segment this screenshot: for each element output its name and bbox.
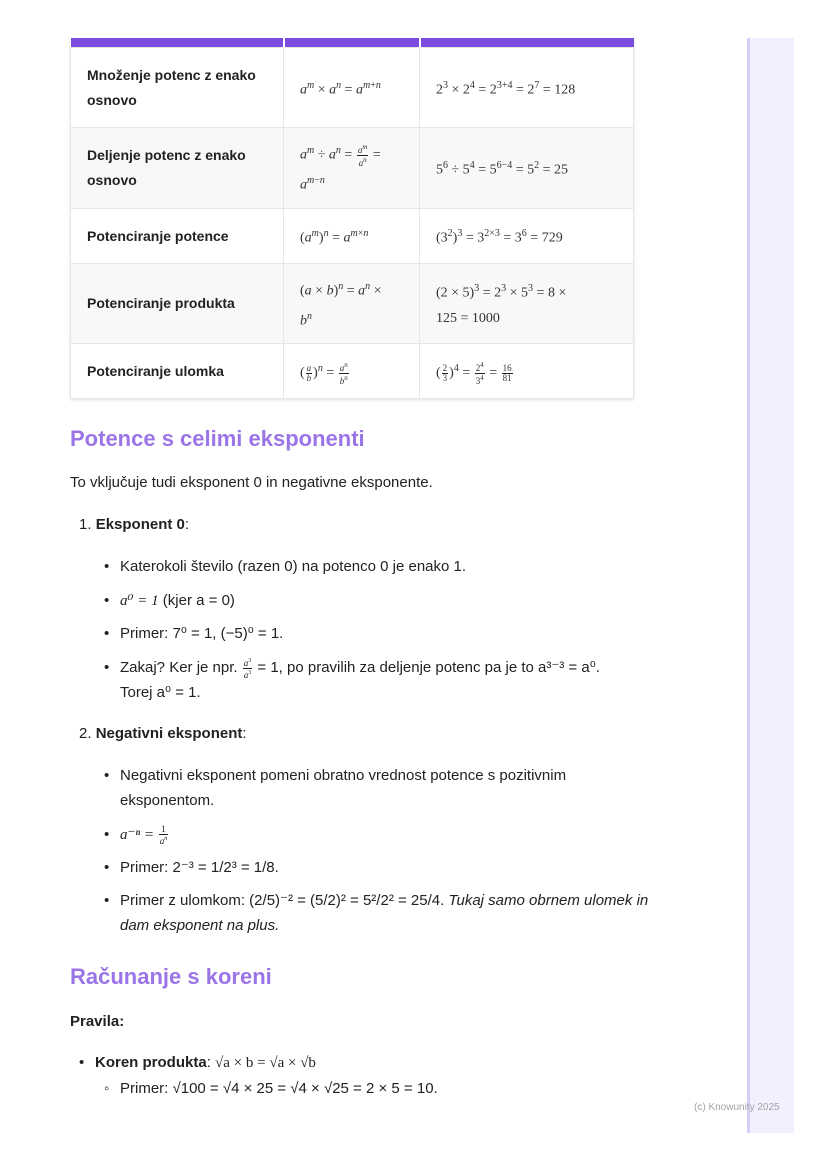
bullet-item: • Primer z ulomkom: (2/5)⁻² = (5/2)² = 5²/2² = 25/4. Tukaj samo obrnem ulomek in bbox=[120, 888, 648, 913]
rule-name: Deljenje potenc z enako osnovo bbox=[71, 128, 284, 209]
bullet-item: • Koren produkta: √a × b = √a × √b bbox=[95, 1050, 316, 1076]
bullet-item: • a⁻ⁿ = $\frac{1}{a^n}$ bbox=[120, 822, 169, 848]
rule-name: Množenje potenc z enako osnovo bbox=[71, 48, 284, 128]
table-header-row bbox=[71, 38, 634, 48]
rule-example: $(2 \times 5)^3 = 2^3 \times 5^3 = 8$ × 125 = 1000 bbox=[420, 264, 634, 344]
section-heading-integer-exponents: Potence s celimi eksponenti bbox=[70, 426, 365, 451]
rule-example: $5^6 \div 5^4 = 5^{6-4} = 5^2 = 25$ bbox=[420, 128, 634, 209]
rule-name: Potenciranje ulomka bbox=[71, 344, 284, 399]
rule-formula: $a^m \times a^n = a^{m+n}$ bbox=[284, 48, 420, 128]
rule-name: Potenciranje produkta bbox=[71, 264, 284, 344]
rule-example: ( $\frac{2}{3}$ )$^4$ = $\frac{2^4}{3^4}$ = $\frac{16}{81}$ bbox=[420, 344, 634, 399]
bullet-item: • Primer: 2⁻³ = 1/2³ = 1/8. bbox=[120, 855, 279, 880]
bullet-continuation: eksponentom. bbox=[120, 792, 215, 809]
bullet-continuation: Torej a⁰ = 1. bbox=[120, 684, 201, 701]
list-item-exponent-zero: 1. Eksponent 0: bbox=[79, 516, 190, 533]
list-item-label: Eksponent 0 bbox=[95, 516, 185, 533]
bullet-item: • a⁰ = 1 (kjer a = 0) bbox=[120, 588, 235, 614]
rule-name: Potenciranje potence bbox=[71, 209, 284, 264]
bullet-item: • Primer: 7⁰ = 1, (−5)⁰ = 1. bbox=[120, 621, 283, 646]
rules-label: Pravila: bbox=[70, 1013, 125, 1030]
rule-formula: ( $\frac{a}{b}$ )$^n$ = $\frac{a^n}{b^n}$ bbox=[284, 344, 420, 399]
rule-formula: $(a \times b)^n = a^n$ × $b^n$ bbox=[284, 264, 420, 344]
bullet-continuation: dam eksponent na plus. bbox=[120, 917, 280, 934]
side-margin-bar bbox=[747, 38, 794, 1133]
table-row bbox=[71, 264, 634, 344]
bullet-item: • Negativni eksponent pomeni obratno vrednost potence s pozitivnim bbox=[120, 763, 566, 788]
fraction: $\frac{a^3}{a^3}$ bbox=[243, 657, 252, 680]
section-intro: To vključuje tudi eksponent 0 in negativne eksponente. bbox=[70, 474, 433, 491]
list-item-negative-exponent: 2. Negativni eksponent: bbox=[79, 725, 247, 742]
bullet-item: • Katerokoli število (razen 0) na potenco 0 je enako 1. bbox=[120, 554, 466, 579]
table-row bbox=[71, 128, 634, 209]
rule-example: $(3^2)^3 = 3^{2\times 3} = 3^6 = 729$ bbox=[420, 209, 634, 264]
sub-bullet-item: ◦ Primer: √100 = √4 × 25 = √4 × √25 = 2 × 5 = 10. bbox=[120, 1076, 438, 1101]
rule-formula: $a^m \div a^n$ = $\frac{a^m}{a^n}$ = $a^{m-n}$ bbox=[284, 128, 420, 209]
fraction: $\frac{1}{a^n}$ bbox=[159, 823, 168, 846]
list-item-label: Negativni eksponent bbox=[95, 725, 243, 742]
power-rules-table bbox=[70, 38, 634, 399]
rule-example: $2^3 \times 2^4 = 2^{3+4} = 2^7 = 128$ bbox=[420, 48, 634, 128]
rule-formula: $(a^m)^n = a^{m\times n}$ bbox=[284, 209, 420, 264]
table-row bbox=[71, 209, 634, 264]
table-row bbox=[71, 344, 634, 399]
copyright-watermark: (c) Knowunity 2025 bbox=[694, 1102, 780, 1113]
bullet-item: • Zakaj? Ker je npr. $\frac{a^3}{a^3}$ = 1, po pravilih za deljenje potenc pa je to a³⁻³ = a⁰. bbox=[120, 655, 600, 680]
table-row bbox=[71, 48, 634, 128]
section-heading-roots: Računanje s koreni bbox=[70, 964, 272, 989]
